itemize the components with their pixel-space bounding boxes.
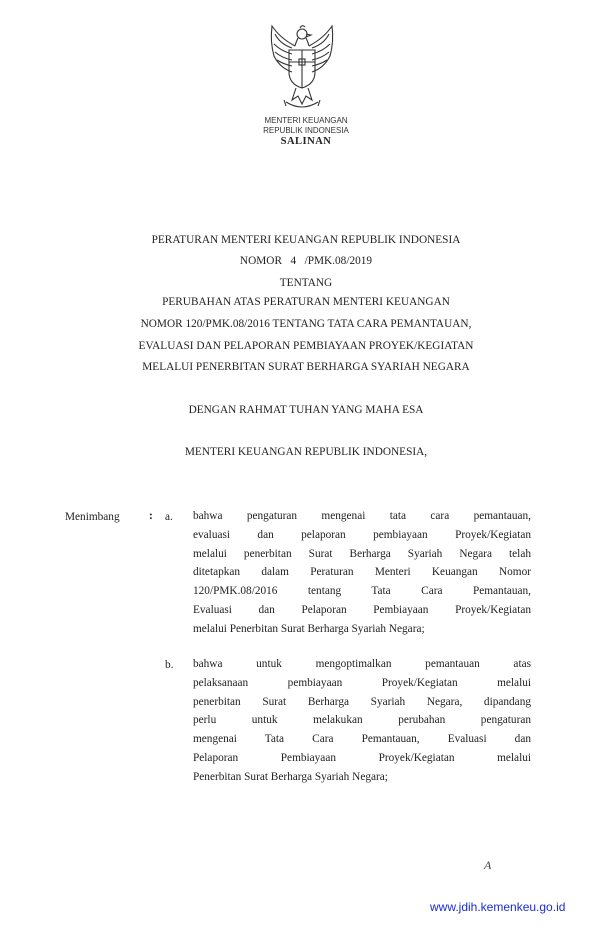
paragraph-line: bahwa untuk mengoptimalkan pemantauan atas: [193, 658, 531, 670]
paragraph-line: Evaluasi dan Pelaporan Pembiayaan Proyek/Kegiatan: [193, 603, 531, 616]
subject-line: NOMOR 120/PMK.08/2016 TENTANG TATA CARA PEMANTAUAN,: [140, 318, 472, 330]
paragraph-line: melalui penerbitan Surat Berharga Syariah Negara telah: [193, 547, 531, 560]
considering-label: Menimbang: [65, 511, 120, 523]
ministry-name-line1: MENTERI KEUANGAN: [264, 116, 348, 125]
paragraph-line: Penerbitan Surat Berharga Syariah Negara;: [193, 770, 388, 783]
subject-line: EVALUASI DAN PELAPORAN PEMBIAYAAN PROYEK/KEGIATAN: [138, 340, 474, 352]
paragraph-line: 120/PMK.08/2016 tentang Tata Cara Pemantauan,: [193, 585, 531, 598]
about-heading: TENTANG: [279, 277, 333, 289]
paragraph-line: evaluasi dan pelaporan pembiayaan Proyek/Kegiatan: [193, 528, 531, 541]
regulation-title: PERATURAN MENTERI KEUANGAN REPUBLIK INDONESIA: [151, 234, 461, 246]
paragraph-line: melalui Penerbitan Surat Berharga Syariah Negara;: [193, 622, 425, 635]
garuda-emblem-icon: [262, 22, 342, 114]
item-marker-a: a.: [165, 511, 173, 523]
subject-line: PERUBAHAN ATAS PERATURAN MENTERI KEUANGAN: [162, 296, 450, 308]
considering-item-a: [193, 507, 531, 639]
website-link[interactable]: www.jdih.kemenkeu.go.id: [430, 900, 566, 914]
invocation: DENGAN RAHMAT TUHAN YANG MAHA ESA: [188, 404, 424, 416]
item-marker-b: b.: [165, 659, 174, 671]
paragraph-line: pelaksanaan pembiayaan Proyek/Kegiatan melalui: [193, 676, 531, 689]
paragraph-line: mengenai Tata Cara Pemantauan, Evaluasi dan: [193, 733, 531, 746]
regulation-number: NOMOR 4 /PMK.08/2019: [239, 255, 373, 267]
copy-stamp: SALINAN: [280, 136, 332, 147]
paragraph-line: perlu untuk melakukan perubahan pengaturan: [193, 714, 531, 727]
paragraph-line: penerbitan Surat Berharga Syariah Negara, dipandang: [193, 695, 531, 708]
issuer: MENTERI KEUANGAN REPUBLIK INDONESIA,: [184, 446, 428, 458]
handwritten-initial: A: [484, 858, 492, 872]
subject-line: MELALUI PENERBITAN SURAT BERHARGA SYARIAH NEGARA: [142, 361, 470, 373]
ministry-name-line2: REPUBLIK INDONESIA: [263, 126, 349, 135]
paragraph-line: bahwa pengaturan mengenai tata cara pemantauan,: [193, 510, 531, 522]
paragraph-line: ditetapkan dalam Peraturan Menteri Keuangan Nomor: [193, 566, 531, 579]
considering-colon: :: [149, 510, 153, 522]
considering-item-b: [193, 655, 531, 787]
paragraph-line: Pelaporan Pembiayaan Proyek/Kegiatan melalui: [193, 751, 531, 764]
